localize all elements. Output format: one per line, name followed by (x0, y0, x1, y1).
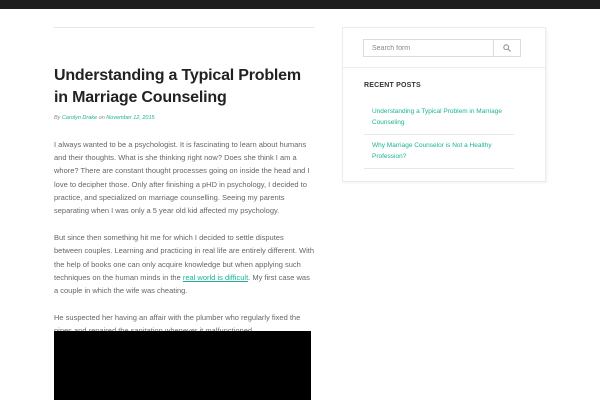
date-link[interactable]: November 12, 2015 (106, 115, 155, 121)
search-button[interactable] (493, 39, 521, 57)
recent-post-link[interactable]: Why Marriage Counselor is Not a Healthy Profession? (372, 142, 492, 160)
video-embed[interactable] (54, 331, 311, 400)
list-item (364, 135, 514, 169)
meta-on: on (98, 115, 105, 121)
content-divider (54, 27, 314, 28)
author-link[interactable]: Carolyn Drake (61, 115, 98, 121)
search-form (363, 39, 521, 57)
top-bar (0, 0, 600, 9)
sidebar-divider (343, 67, 545, 68)
recent-posts-list (364, 101, 514, 169)
paragraph-text: . My first case was a couple in which the wife was cheating. (54, 272, 310, 296)
list-item (364, 101, 514, 135)
post-body (54, 138, 314, 338)
paragraph (54, 231, 314, 297)
main-content (54, 27, 314, 338)
post-meta (54, 115, 314, 121)
search-input[interactable] (363, 39, 493, 57)
post-title[interactable]: Understanding a Typical Problem in Marriage Counseling (54, 67, 301, 106)
recent-posts-title: RECENT POSTS (364, 82, 421, 89)
paragraph-text: But since then something hit me for which I decided to settle disputes between couples. Learning and practicing in real life are entirely different. With the help of books one can only acquire knowledge but when applying such techniques on the human minds in the (54, 233, 315, 282)
recent-post-link[interactable]: Understanding a Typical Problem in Marriage Counseling (372, 108, 502, 126)
paragraph: He suspected her having an affair with the plumber who regularly fixed the (54, 313, 301, 323)
search-icon (503, 44, 511, 52)
paragraph: I always wanted to be a psychologist. It is fascinating to learn about humans and their thoughts. What is she thinking right now? Does she think I am a whore? There are constant thought processes going on inside the head and I love to decipher those. Only after finishing a pHD in psychology, I decided to practice, and specialized on marriage counselling. Seeing my parents separating when I was only a 5 year old kid affected my psychology. (54, 140, 310, 216)
sidebar (342, 27, 546, 182)
meta-by: By (54, 115, 61, 121)
inline-link[interactable]: real world is difficult (182, 272, 249, 282)
